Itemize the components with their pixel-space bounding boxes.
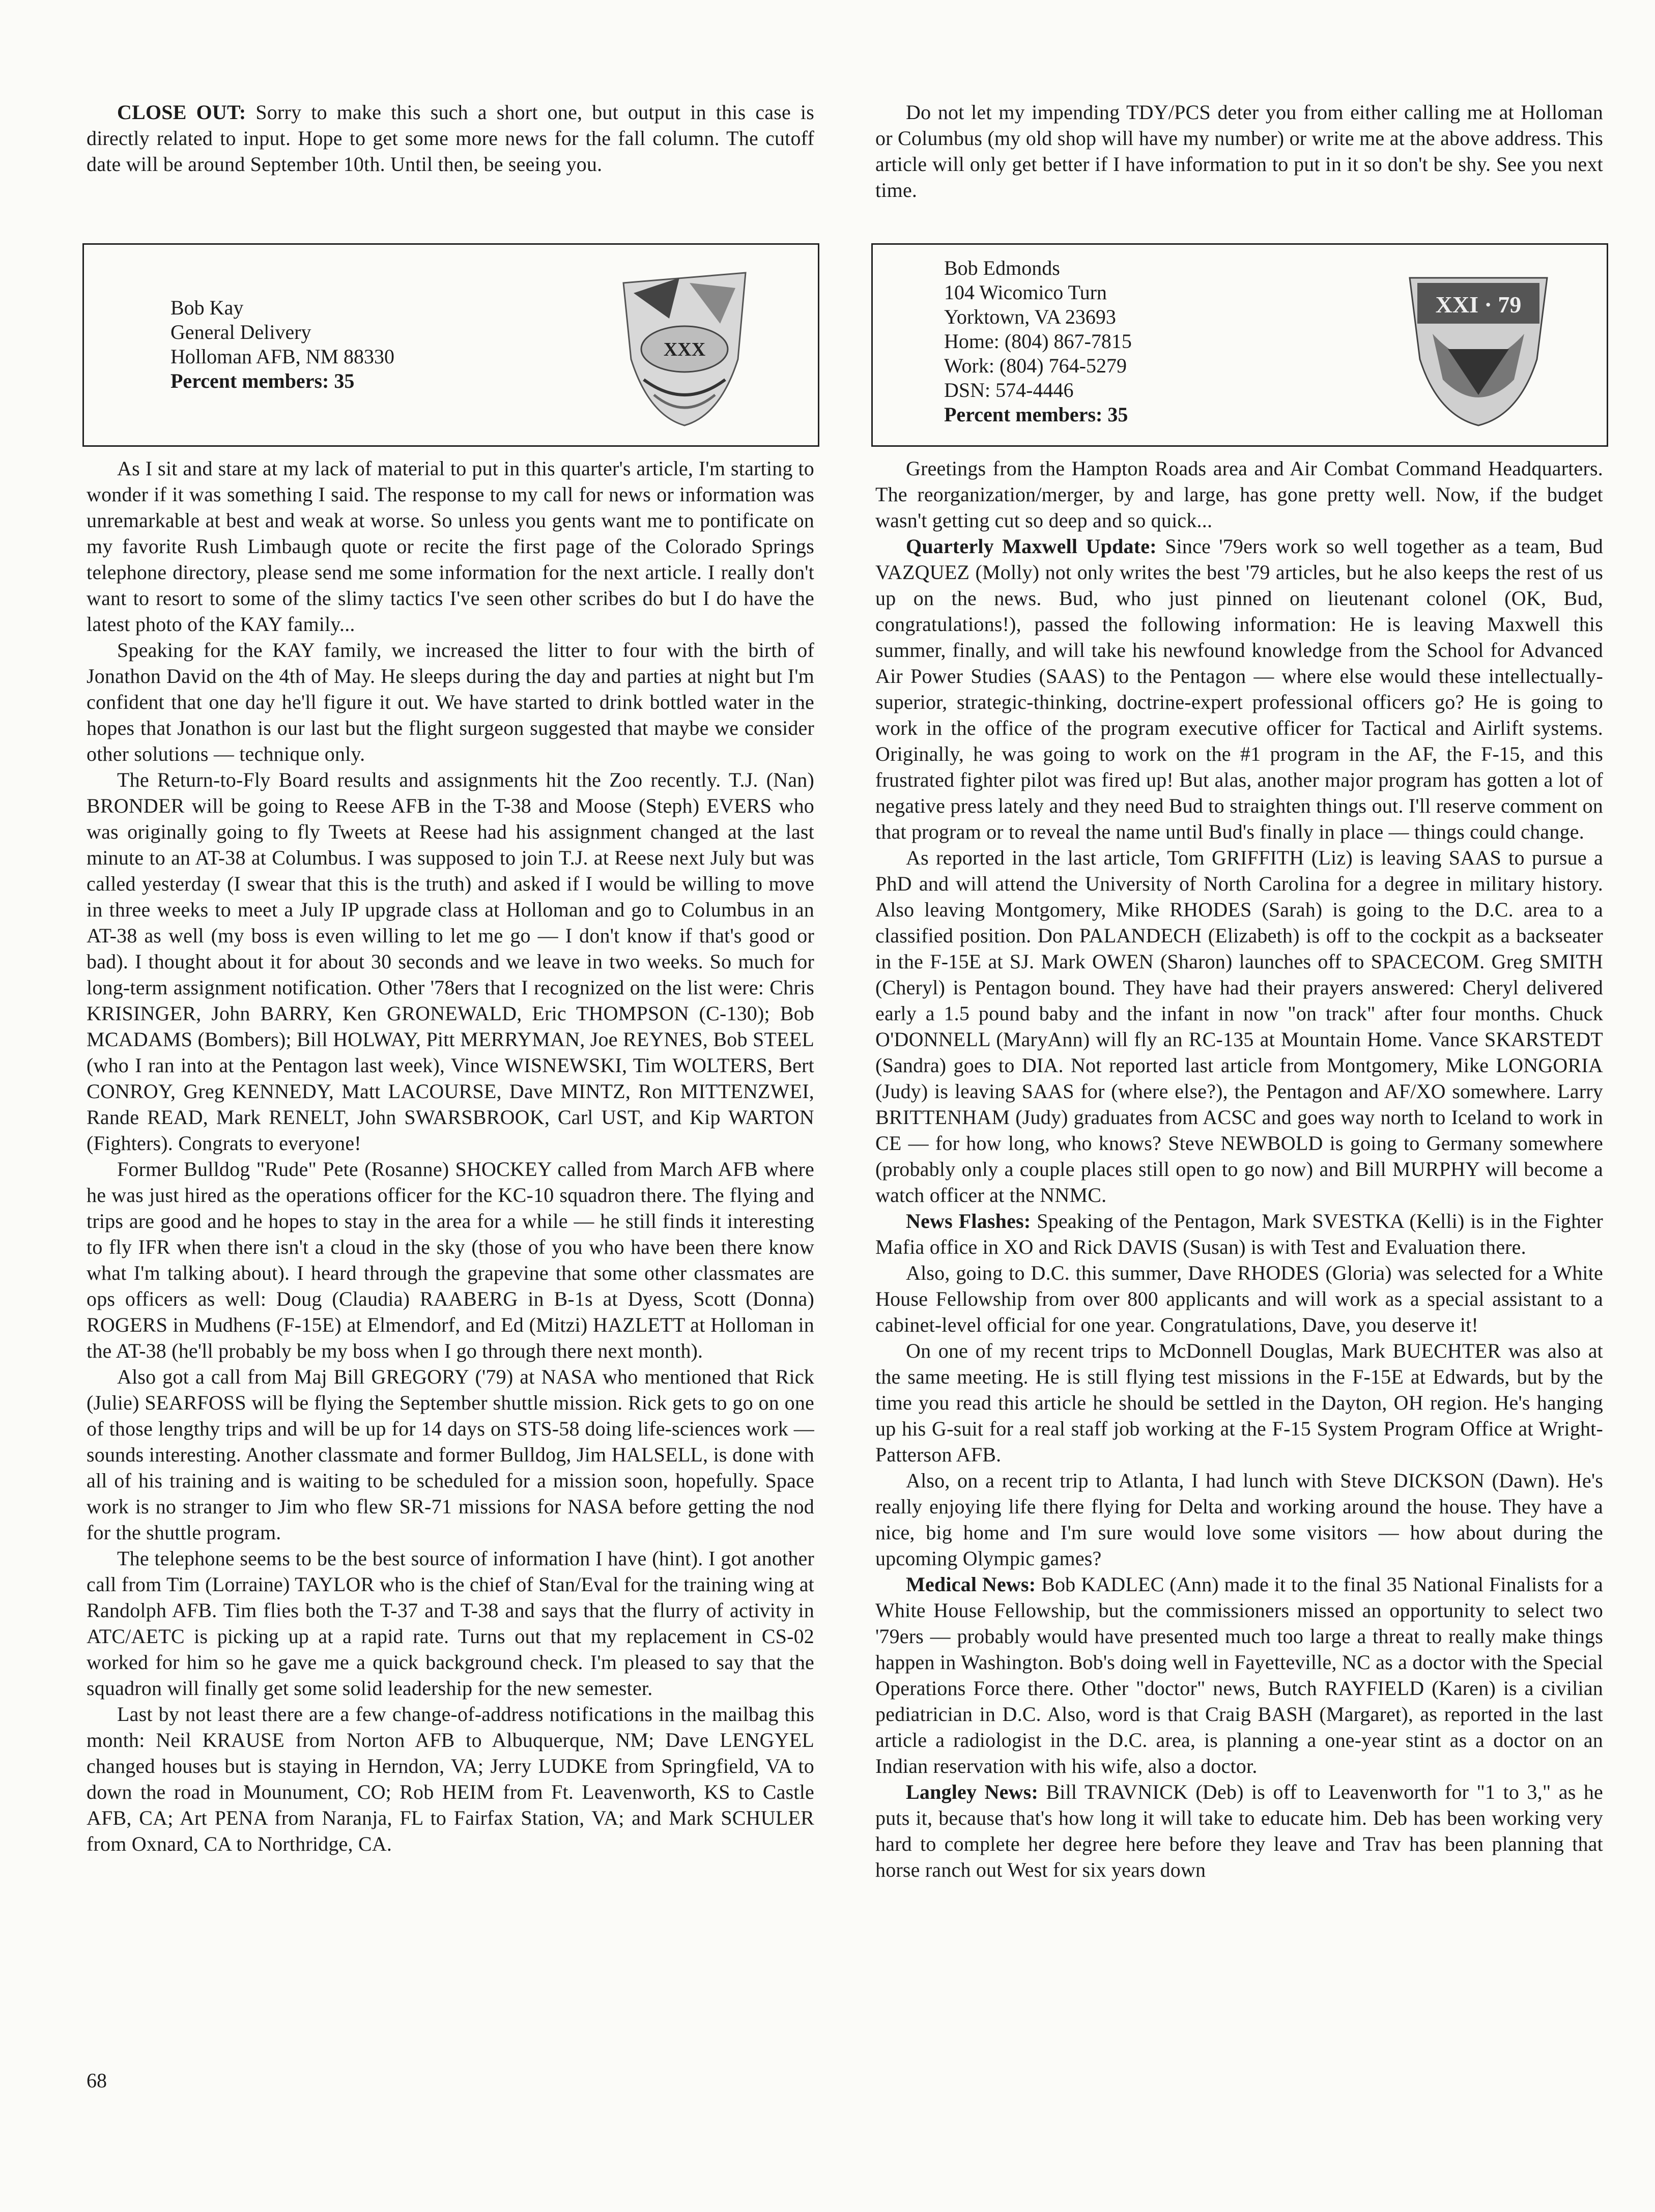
article-paragraph: The Return-to-Fly Board results and assignments hit the Zoo recently. T.J. (Nan) BRONDER will be going to Reese AFB in the T-38 and Moose (Steph) EVERS who was originally going to fly Tweets at Reese had his assignment changed at the last minute to an AT-38 at Columbus. I was supposed to join T.J. at Reese next July but was called yesterday (I swear that this is the truth) and asked if I would be willing to move in three weeks to meet a July IP upgrade class at Holloman and go to Columbus in an AT-38 as well (my boss is even willing to let me go — I don't know if that's good or bad). I thought about it for about 30 seconds and we leave in two weeks. So much for long-term assignment notification. Other '78ers that I recognized on the list were: Chris KRISINGER, John BARRY, Ken GRONEWALD, Eric THOMPSON (C-130); Bob MCADAMS (Bombers); Bill HOLWAY, Pitt MERRYMAN, Joe REYNES, Bob STEEL (who I ran into at the Pentagon last week), Vince WISNEWSKI, Tim WOLTERS, Bert CONROY, Greg KENNEDY, Matt LACOURSE, Dave MINTZ, Ron MITTENZWEI, Rande READ, Mark RENELT, John SWARSBROOK, Carl UST, and Kip WARTON (Fighters). Congrats to everyone!	[87, 768, 814, 1155]
class-crest-icon	[618, 263, 751, 430]
crest-lettering: XXX	[663, 339, 706, 360]
article-paragraph: The telephone seems to be the best source of information I have (hint). I got another call from Tim (Lorraine) TAYLOR who is the chief of Stan/Eval for the training wing at Randolph AFB. Tim flies both the T-37 and T-38 and says that the flurry of activity in ATC/AETC is picking up at a rapid rate. Turns out that my replacement in CS-02 worked for him so he gave me a quick background check. I'm pleased to say that the squadron will finally get some solid leadership for the new semester.	[87, 1547, 814, 1700]
work-phone: Work: (804) 764-5279	[944, 354, 1127, 377]
article-paragraph: Greetings from the Hampton Roads area and Air Combat Command Headquarters. The reorganization/merger, by and large, has gone pretty well. Now, if the budget wasn't getting cut so deep and so quick...	[875, 457, 1603, 532]
article-paragraph	[875, 1208, 1603, 1260]
article-paragraph: On one of my recent trips to McDonnell Douglas, Mark BUECHTER was also at the same meeting. He is still flying test missions in the F-15E at Edwards, but by the time you read this article he should be settled in the Dayton, OH region. He's hanging up his G-suit for a real staff job working at the F-15 System Program Office at Wright-Patterson AFB.	[875, 1339, 1603, 1466]
article-paragraph: Last by not least there are a few change-of-address notifications in the mailbag this month: Neil KRAUSE from Norton AFB to Albuquerque, NM; Dave LENGYEL changed houses but is staying in Herndon, VA; Jerry LUDKE from Springfield, VA to down the road in Mounument, CO; Rob HEIM from Ft. Leavenworth, KS to Castle AFB, CA; Art PENA from Naranja, FL to Fairfax Station, VA; and Mark SCHULER from Oxnard, CA to Northridge, CA.	[87, 1703, 814, 1855]
section-lead: Medical News:	[906, 1573, 1036, 1596]
address-line: General Delivery	[170, 321, 311, 343]
article-paragraph: As reported in the last article, Tom GRIFFITH (Liz) is leaving SAAS to pursue a PhD and will attend the University of North Carolina for a degree in military history. Also leaving Montgomery, Mike RHODES (Sarah) is going to the D.C. area to a classified position. Don PALANDECH (Elizabeth) is off to the cockpit as a backseater in the F-15E at SJ. Mark OWEN (Sharon) launches off to SPACECOM. Greg SMITH (Cheryl) is Pentagon bound. They have had their prayers answered: Cheryl delivered early a 1.5 pound baby and the infant in now "on track" after four months. Chuck O'DONNELL (MaryAnn) will fly an RC-135 at Mountain Home. Vance SKARSTEDT (Sandra) goes to DIA. Not reported last article from Montgomery, Mike LONGORIA (Judy) is leaving SAAS for (where else?), the Pentagon and AF/XO somewhere. Larry BRITTENHAM (Judy) graduates from ACSC and goes way north to Iceland to work in CE — for how long, who knows? Steve NEWBOLD is going to Germany somewhere (probably only a couple places still open to go now) and Bill MURPHY will become a watch officer at the NNMC.	[875, 846, 1603, 1206]
article-paragraph	[875, 1779, 1603, 1883]
address-line: Yorktown, VA 23693	[944, 305, 1116, 328]
address-box-bob-kay	[82, 243, 819, 447]
article-paragraph: Former Bulldog "Rude" Pete (Rosanne) SHOCKEY called from March AFB where he was just hired as the operations officer for the KC-10 squadron there. The flying and trips are good and he hopes to stay in the area for a while — he still finds it interesting to fly IFR when there isn't a cloud in the sky (those of you who have been there know what I'm talking about). I heard through the grapevine that some other classmates are ops officers as well: Doug (Claudia) RAABERG in B-1s at Dyess, Scott (Donna) ROGERS in Mudhens (F-15E) at Elmendorf, and Ed (Mitzi) HAZLETT at Holloman in the AT-38 (he'll probably be my boss when I go through there next month).	[87, 1158, 814, 1362]
section-lead: Langley News:	[906, 1780, 1038, 1803]
paragraph-text: Speaking of the Pentagon, Mark SVESTKA (Kelli) is in the Fighter Mafia office in XO and Rick DAVIS (Susan) is with Test and Evaluation there.	[875, 1210, 1603, 1258]
section-lead: News Flashes:	[906, 1210, 1031, 1232]
article-paragraph: Speaking for the KAY family, we increased the litter to four with the birth of Jonathon David on the 4th of May. He sleeps during the day and parties at night but I'm confident that one day he'll figure it out. We have started to drink bottled water in the hopes that Jonathon is our last but the flight surgeon suggested that maybe we consider other solutions — technique only.	[87, 639, 814, 765]
closeout-lead: CLOSE OUT:	[117, 101, 246, 124]
address-line: Holloman AFB, NM 88330	[170, 345, 395, 368]
article-paragraph	[875, 1571, 1603, 1779]
right-intro-paragraph: Do not let my impending TDY/PCS deter you from either calling me at Holloman or Columbus (my old shop will have my number) or write me at the above address. This article will only get better if I have information to put in it so don't be shy. See you next time.	[875, 101, 1603, 202]
address-box-bob-edmonds	[871, 243, 1608, 447]
left-article-body	[87, 455, 814, 1857]
scribe-name: Bob Edmonds	[944, 256, 1060, 279]
left-column	[87, 99, 814, 177]
dsn-phone: DSN: 574-4446	[944, 379, 1074, 401]
section-lead: Quarterly Maxwell Update:	[906, 535, 1157, 558]
address-line: 104 Wicomico Turn	[944, 281, 1107, 304]
class-crest-icon	[1402, 263, 1555, 430]
right-column	[875, 99, 1603, 203]
address-block	[170, 296, 394, 393]
page-number: 68	[87, 2069, 107, 2092]
article-paragraph: As I sit and stare at my lack of material to put in this quarter's article, I'm starting to wonder if it was something I said. The response to my call for news or information was unremarkable at best and weak at worse. So unless you gents want me to pontificate on my favorite Rush Limbaugh quote or recite the first page of the Colorado Springs telephone directory, please send me some information for the next article. I really don't want to resort to some of the slimy tactics I've seen other scribes do but I do have the latest photo of the KAY family...	[87, 457, 814, 636]
paragraph-text: Bob KADLEC (Ann) made it to the final 35 National Finalists for a White House Fellowship, but the commissioners missed an opportunity to select two '79ers — probably would have presented much too large a threat to really make things happen in Washington. Bob's doing well in Fayetteville, NC as a doctor with the Special Operations Force there. Other "doctor" news, Butch RAYFIELD (Karen) is a civilian pediatrician in D.C. Also, word is that Craig BASH (Margaret), as reported in the last article a radiologist in the D.C. area, is planning a one-year stint as a doctor on an Indian reservation with his wife, also a doctor.	[875, 1573, 1603, 1777]
percent-members: Percent members: 35	[944, 403, 1128, 426]
home-phone: Home: (804) 867-7815	[944, 330, 1132, 353]
paragraph-text: Since '79ers work so well together as a team, Bud VAZQUEZ (Molly) not only writes the best '79 articles, but he also keeps the rest of us up on the news. Bud, who just pinned on lieutenant colonel (OK, Bud, congratulations!), passed the following information: He is leaving Maxwell this summer, finally, and will take his newfound knowledge from the School for Advanced Air Power Studies (SAAS) to the Pentagon — where else would these intellectually-superior, strategic-thinking, doctrine-expert professional officers go? He is going to work in the office of the program executive officer for Tactical and Airlift systems. Originally, he was going to work on the #1 program in the AF, the F-15, and this frustrated fighter pilot was fired up! But alas, another major program has gotten a lot of negative press lately and they need Bud to straighten things out. I'll reserve comment on that program or to reveal the name until Bud's finally in place — things could change.	[875, 535, 1603, 843]
paragraph-text: Bill TRAVNICK (Deb) is off to Leavenworth for "1 to 3," as he puts it, because that's how long it will take to educate him. Deb has been working very hard to complete her degree here before they leave and Trav has been planning that horse ranch out West for six years down	[875, 1780, 1603, 1881]
scribe-name: Bob Kay	[170, 296, 244, 319]
article-paragraph: Also, going to D.C. this summer, Dave RHODES (Gloria) was selected for a White House Fellowship from over 800 applicants and will work as a special assistant to a cabinet-level official for one year. Congratulations, Dave, you deserve it!	[875, 1261, 1603, 1336]
article-paragraph	[875, 533, 1603, 845]
article-paragraph: Also, on a recent trip to Atlanta, I had lunch with Steve DICKSON (Dawn). He's really enjoying life there flying for Delta and working around the house. They have a nice, big home and I'm sure would love some visitors — how about during the upcoming Olympic games?	[875, 1469, 1603, 1570]
crest-lettering: XXI · 79	[1435, 292, 1522, 318]
closeout-paragraph	[87, 99, 814, 177]
address-block	[944, 256, 1132, 427]
article-paragraph: Also got a call from Maj Bill GREGORY ('79) at NASA who mentioned that Rick (Julie) SEARFOSS will be flying the September shuttle mission. Rick gets to go on one of those lengthy trips and will be up for 14 days on STS-58 doing life-sciences work — sounds interesting. Another classmate and former Bulldog, Jim HALSELL, is done with all of his training and is waiting to be scheduled for a mission soon, hopefully. Space work is no stranger to Jim who flew SR-71 missions for NASA before getting the nod for the shuttle program.	[87, 1365, 814, 1544]
closeout-text: Sorry to make this such a short one, but output in this case is directly related to input. Hope to get some more news for the fall column. The cutoff date will be around September 10th. Until then, be seeing you.	[87, 101, 815, 176]
percent-members: Percent members: 35	[170, 369, 355, 392]
right-article-body	[875, 455, 1603, 1883]
